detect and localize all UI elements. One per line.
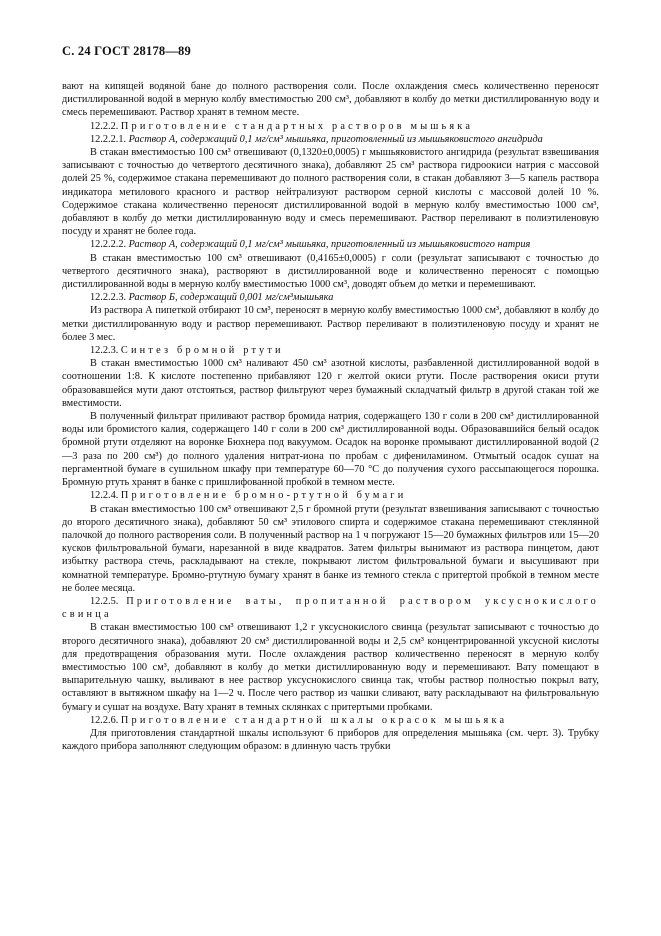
section-heading	[62, 595, 599, 621]
body-paragraph: В стакан вместимостью 100 см³ отвешивают 1,2 г уксуснокислого свинца (результат записывают с точностью до второго десятичного знака), добавляют 20 см³ дистиллированной воды и 2,5 см³ концентрированной уксусной кислоты для предотвращения образования мути. После охлаждения раствор количественно переносят в мерную колбу вместимостью 100 см³, добавляют в колбу до метки дистиллированную воду и перемешивают. Вату помещают в выпарительную чашку, выливают в нее раствор уксуснокислого свинца так, чтобы раствор полностью покрыл вату, оставляют в вытяжном шкафу на 1—2 ч. После чего раствор из чашки сливают, вату раскладывают на фильтровальную бумагу и сушат на воздухе. Вату хранят в темных склянках с притертыми пробками.	[62, 622, 599, 713]
section-title: Раствор А, содержащий 0,1 мг/см³ мышьяка, приготовленный из мышьяковистого ангидрида	[128, 133, 543, 145]
page-header: С. 24 ГОСТ 28178—89	[62, 44, 191, 58]
section-heading	[62, 133, 599, 146]
section-number: 12.2.6.	[90, 714, 119, 726]
body-paragraph: В полученный фильтрат приливают раствор бромида натрия, содержащего 130 г соли в 200 см³ дистиллированной воды или бромистого калия, содержащего 140 г соли в 200 см³ дистиллированной воды. Образовавшийся белый осадок бромной ртути отделяют на воронке Бюхнера под вакуумом. Осадок на воронке промывают дистиллированной водой (2—3 раза по 200 см³) до полного удаления нитрат-иона по пробам с дифениламином. Отмытый осадок сушат на пергаментной бумаге в сушильном шкафу при температуре 60—70 °С до получения сухого рассыпающегося порошка. Бромную ртуть хранят в банке с пришлифованной пробкой в темном месте.	[62, 411, 599, 489]
document-body	[62, 80, 599, 753]
section-title: Приготовление стандартных растворов мышьяка	[120, 120, 474, 132]
section-heading	[62, 489, 599, 502]
section-title: Приготовление ваты, пропитанной раствором уксуснокислого свинца	[62, 595, 599, 621]
body-paragraph: В стакан вместимостью 1000 см³ наливают 450 см³ азотной кислоты, разбавленной дистиллированной водой в соотношении 1:8. К кислоте постепенно прибавляют 120 г желтой окиси ртути. После растворения окиси ртути образовавшейся мути дают отстояться, раствор фильтруют через бумажный складчатый фильтр в другой стакан той же вместимости.	[62, 358, 599, 409]
section-title: Раствор А, содержащий 0,1 мг/см³ мышьяка, приготовленный из мышьяковистого натрия	[128, 239, 531, 251]
section-title: Синтез бромной ртути	[120, 345, 284, 357]
body-paragraph: Для приготовления стандартной шкалы используют 6 приборов для определения мышьяка (см. черт. 3). Трубку каждого прибора заполняют следующим образом: в длинную часть трубки	[62, 727, 599, 753]
section-number: 12.2.2.2.	[90, 239, 127, 251]
section-heading	[62, 238, 599, 251]
section-number: 12.2.2.1.	[90, 133, 127, 145]
section-heading	[62, 344, 599, 357]
section-number: 12.2.4.	[90, 490, 119, 502]
section-number: 12.2.2.3.	[90, 292, 127, 304]
section-heading	[62, 120, 599, 133]
body-paragraph: В стакан вместимостью 100 см³ отвешивают 2,5 г бромной ртути (результат взвешивания записывают с точностью до второго десятичного знака), добавляют 50 см³ этилового спирта и содержимое стакана перемешивают стеклянной палочкой до полного растворения соли. В полученный раствор на 1 ч погружают 15—20 бумажных фильтров или 15—20 кусков фильтровальной бумаги, нарезанной в виде квадратов. Затем фильтры вынимают из раствора пинцетом, дают избытку раствора стечь, раскладывают на стекле, покрывают листом фильтровальной бумаги и высушивают при комнатной температуре. Бромно-ртутную бумагу хранят в банке из темного стекла с притертой пробкой в темном месте не более месяца.	[62, 503, 599, 594]
section-heading	[62, 714, 599, 727]
body-paragraph: Из раствора А пипеткой отбирают 10 см³, переносят в мерную колбу вместимостью 1000 см³, добавляют в колбу до метки дистиллированную воду и раствор перемешивают. Раствор переливают в полиэтиленовую посуду и хранят не более 3 мес.	[62, 305, 599, 343]
section-number: 12.2.2.	[90, 120, 119, 132]
body-paragraph: вают на кипящей водяной бане до полного растворения соли. После охлаждения смесь количественно переносят дистиллированной водой в мерную колбу вместимостью 200 см³, добавляют в колбу до метки дистиллированную воду и смесь перемешивают. Раствор хранят в темном месте.	[62, 81, 599, 119]
section-number: 12.2.5.	[90, 595, 119, 607]
body-paragraph: В стакан вместимостью 100 см³ отвешивают (0,1320±0,0005) г мышьяковистого ангидрида (результат взвешивания записывают с точностью до четвертого десятичного знака), добавляют 25 см³ раствора гидроокиси натрия с массовой долей 25 %, содержимое стакана перемешивают до полного растворения соли, в стакан добавляют 3—5 капель раствора индикатора метилового красного и раствор нейтрализуют раствором серной кислоты с массовой долей 10 %. Содержимое стакана количественно переносят дистиллированной водой в мерную колбу вместимостью 1000 см³, добавляют в колбу до метки дистиллированную воду и смесь перемешивают. Раствор переливают в полиэтиленовую посуду и хранят не более года.	[62, 147, 599, 238]
section-title: Приготовление бромно-ртутной бумаги	[120, 490, 407, 502]
section-title: Приготовление стандартной шкалы окрасок мышьяка	[120, 714, 508, 726]
section-number: 12.2.3.	[90, 345, 119, 357]
section-heading	[62, 291, 599, 304]
body-paragraph: В стакан вместимостью 100 см³ отвешивают (0,4165±0,0005) г соли (результат записывают с точностью до четвертого десятичного знака), растворяют в дистиллированной воде и количественно переносят с помощью дистиллированной воды в мерную колбу вместимостью 1000 см³, доводят объем до метки и перемешивают.	[62, 252, 599, 291]
section-title: Раствор Б, содержащий 0,001 мг/см³мышьяка	[128, 292, 334, 304]
